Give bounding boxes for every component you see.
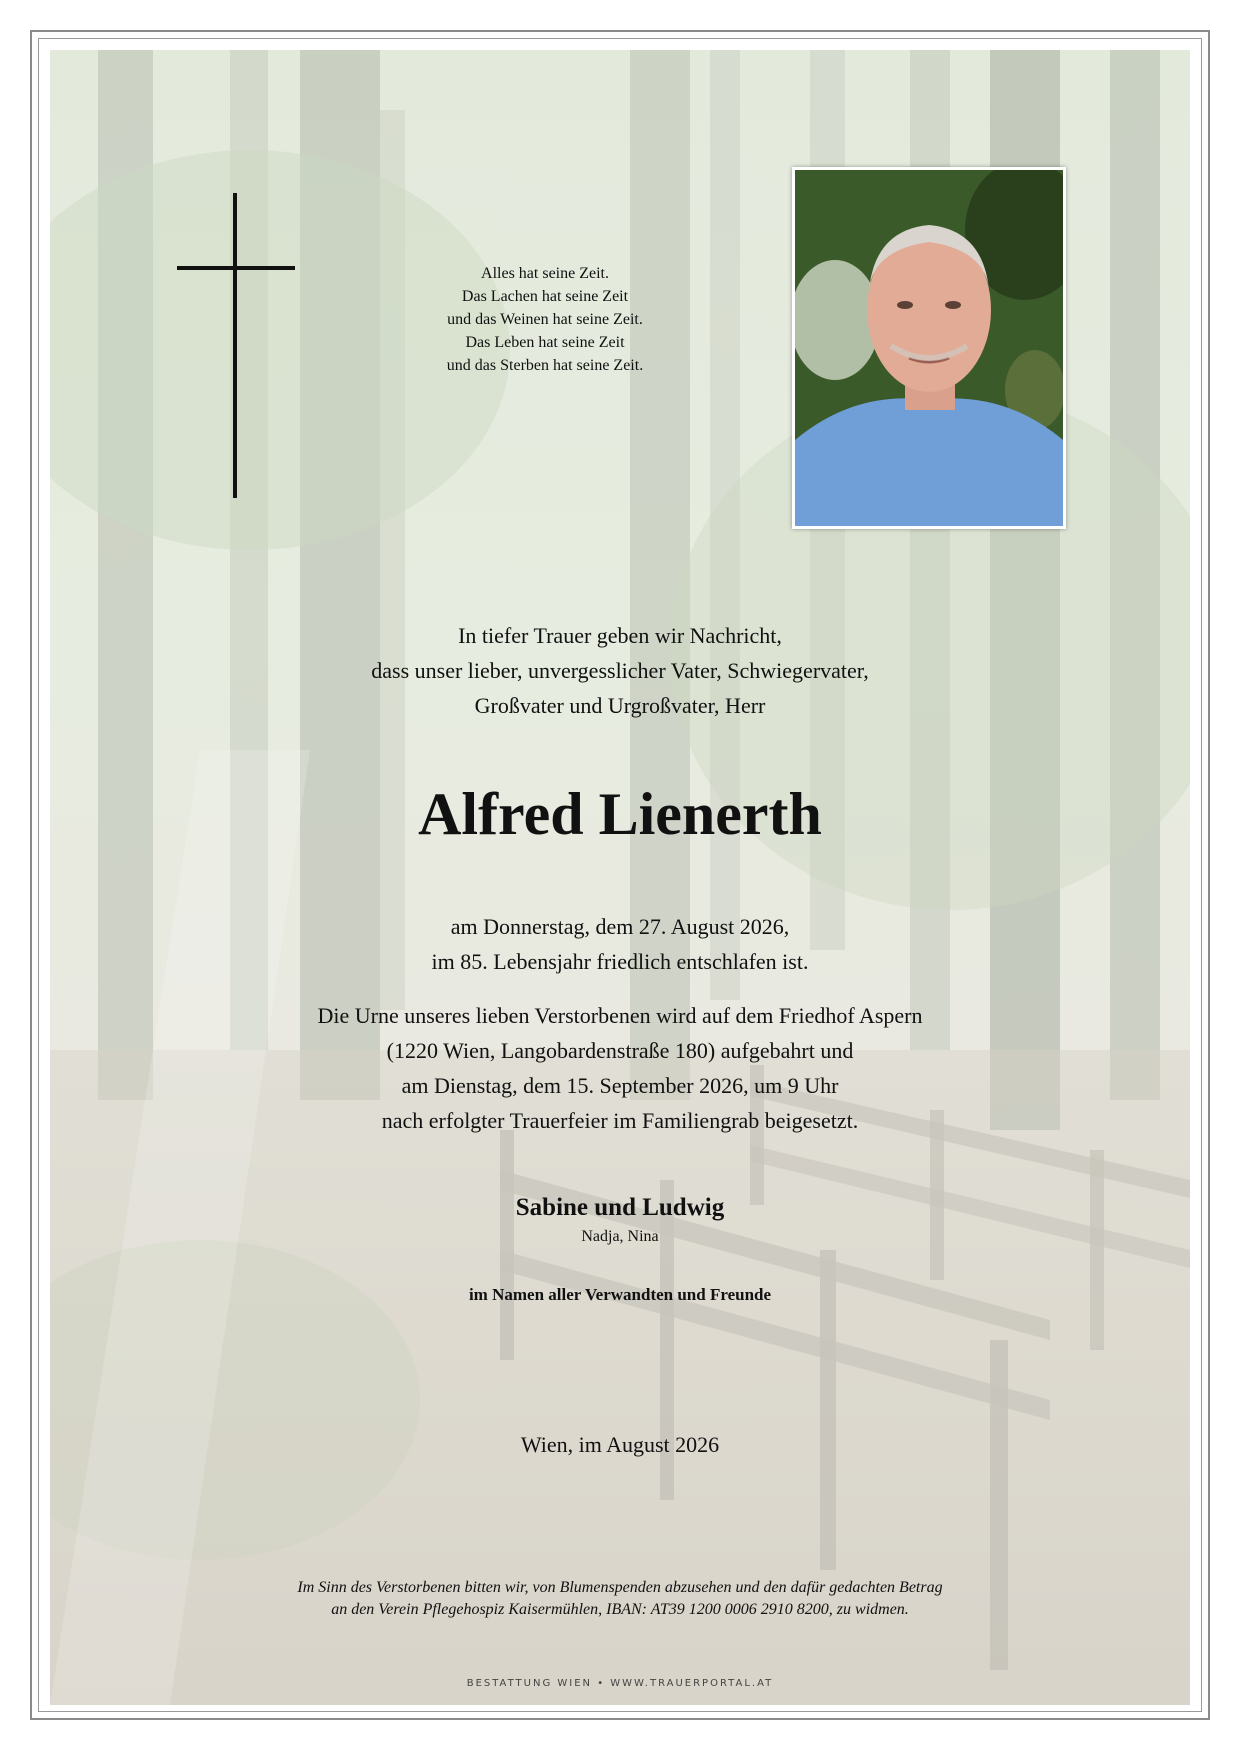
place-date: Wien, im August 2026 bbox=[520, 1432, 720, 1457]
burial-info-line: nach erfolgter Trauerfeier im Familiengrab beigesetzt. bbox=[381, 1108, 859, 1133]
portrait-photo bbox=[792, 167, 1066, 529]
grandchildren-names: Nadja, Nina bbox=[581, 1228, 659, 1245]
burial-info-line: am Dienstag, dem 15. September 2026, um 9 Uhr bbox=[401, 1073, 839, 1098]
burial-info-line: (1220 Wien, Langobardenstraße 180) aufgebahrt und bbox=[386, 1038, 854, 1063]
portrait-image bbox=[795, 170, 1063, 526]
poem bbox=[400, 262, 690, 377]
donation-notice bbox=[160, 1577, 1080, 1621]
poem-line: und das Weinen hat seine Zeit. bbox=[447, 311, 643, 328]
burial-info-line: Die Urne unseres lieben Verstorbenen wird auf dem Friedhof Aspern bbox=[317, 1003, 923, 1028]
poem-line: Das Leben hat seine Zeit bbox=[465, 334, 625, 351]
cross-icon bbox=[233, 193, 237, 498]
death-info-line: am Donnerstag, dem 27. August 2026, bbox=[450, 914, 790, 939]
intro-line: In tiefer Trauer geben wir Nachricht, bbox=[458, 623, 782, 648]
intro-line: dass unser lieber, unvergesslicher Vater, Schwiegervater, bbox=[371, 658, 869, 683]
donation-notice-line: an den Verein Pflegehospiz Kaisermühlen, IBAN: AT39 1200 0006 2910 8200, zu widmen. bbox=[331, 1601, 909, 1618]
intro-line: Großvater und Urgroßvater, Herr bbox=[474, 693, 766, 718]
donation-notice-line: Im Sinn des Verstorbenen bitten wir, von Blumenspenden abzusehen und den dafür gedachten Betrag bbox=[297, 1579, 943, 1596]
footer-publisher: BESTATTUNG WIEN • WWW.TRAUERPORTAL.AT bbox=[466, 1678, 774, 1689]
relatives-note: im Namen aller Verwandten und Freunde bbox=[468, 1285, 772, 1304]
poem-line: Das Lachen hat seine Zeit bbox=[461, 288, 629, 305]
burial-info bbox=[160, 998, 1080, 1138]
intro-text bbox=[160, 618, 1080, 723]
cross-icon-bar bbox=[177, 266, 295, 270]
death-info bbox=[160, 909, 1080, 979]
mourners-names: Sabine und Ludwig bbox=[515, 1194, 725, 1221]
death-info-line: im 85. Lebensjahr friedlich entschlafen ist. bbox=[431, 949, 809, 974]
poem-line: Alles hat seine Zeit. bbox=[481, 265, 609, 282]
deceased-name: Alfred Lienerth bbox=[418, 781, 822, 847]
poem-line: und das Sterben hat seine Zeit. bbox=[446, 357, 644, 374]
